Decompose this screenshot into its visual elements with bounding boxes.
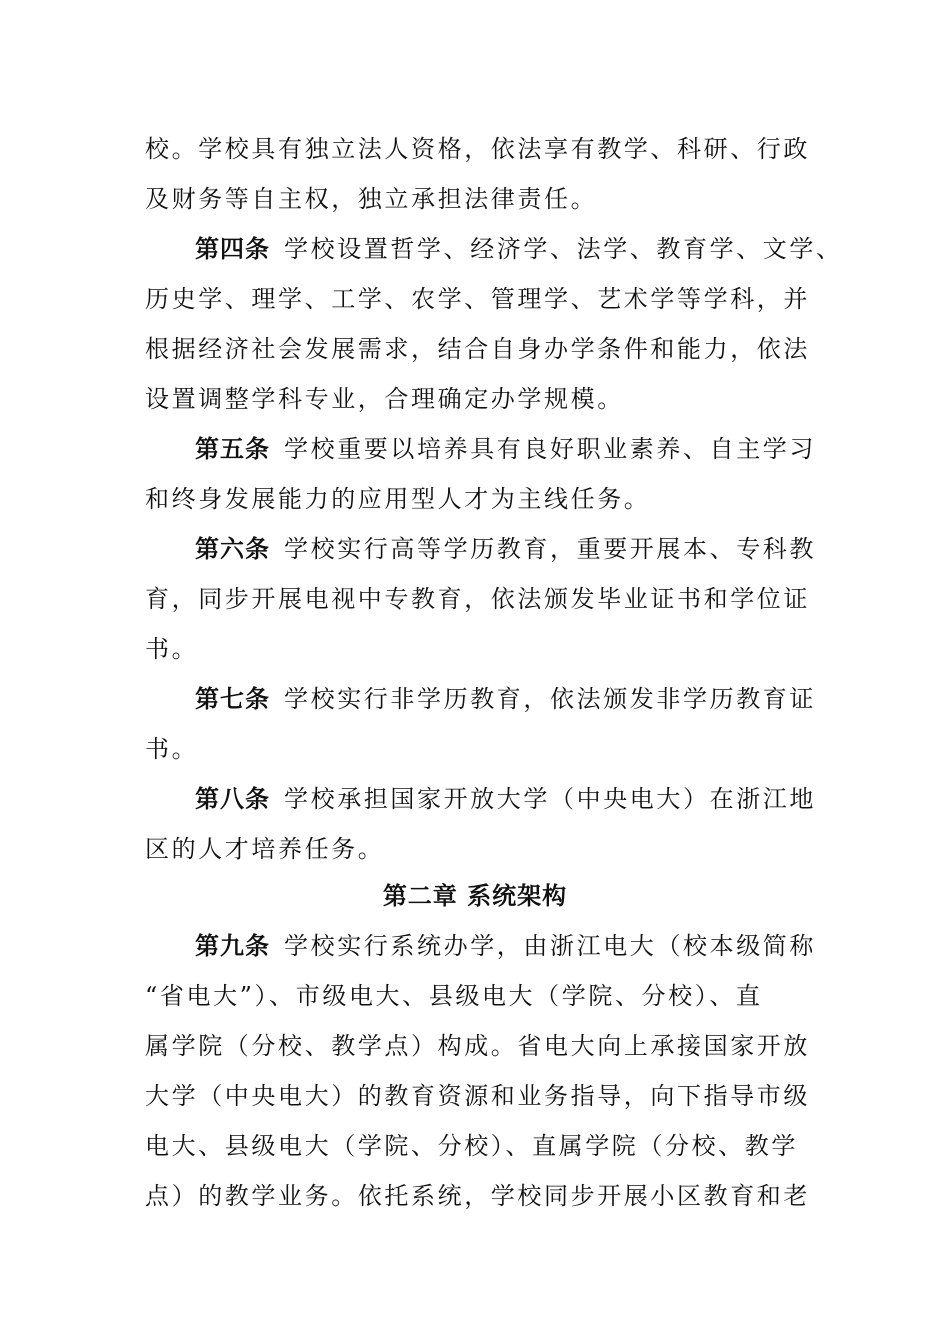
paragraph-text: 学校实行高等学历教育，重要开展本、专科教	[284, 535, 816, 563]
paragraph-line: 电大、县级电大（学院、分校）、直属学院（分校、教学	[145, 1132, 798, 1160]
paragraph-line: 书。	[145, 635, 199, 663]
paragraph-text: 学校实行系统办学，由浙江电大（校本级简称	[284, 932, 816, 960]
article-5	[195, 429, 875, 469]
article-label: 第八条	[195, 785, 270, 813]
paragraph-line: 历史学、理学、工学、农学、管理学、艺术学等学科，并	[145, 285, 810, 313]
paragraph-line: 育，同步开展电视中专教育，依法颁发毕业证书和学位证	[145, 585, 810, 613]
paragraph-line: 和终身发展能力的应用型人才为主线任务。	[145, 485, 651, 513]
paragraph-line: 校。学校具有独立法人资格，依法享有教学、科研、行政	[145, 135, 810, 163]
paragraph-line: 属学院（分校、教学点）构成。省电大向上承接国家开放	[145, 1032, 810, 1060]
article-label: 第七条	[195, 685, 270, 713]
paragraph-line: 及财务等自主权，独立承担法律责任。	[145, 185, 598, 213]
article-8	[195, 779, 875, 819]
paragraph-text: 学校重要以培养具有良好职业素养、自主学习	[284, 435, 816, 463]
paragraph-line: 书。	[145, 735, 199, 763]
article-7	[195, 679, 875, 719]
paragraph-text: 学校实行非学历教育，依法颁发非学历教育证	[284, 685, 816, 713]
article-label: 第六条	[195, 535, 270, 563]
chapter-heading: 第二章 系统架构	[382, 882, 568, 910]
paragraph-line: “省电大”）、市级电大、县级电大（学院、分校）、直	[145, 982, 763, 1010]
paragraph-line: 点）的教学业务。依托系统，学校同步开展小区教育和老	[145, 1182, 810, 1210]
paragraph-line: 区的人才培养任务。	[145, 835, 385, 863]
article-4	[195, 229, 875, 269]
article-6	[195, 529, 875, 569]
paragraph-text: 学校承担国家开放大学（中央电大）在浙江地	[284, 785, 816, 813]
paragraph-text: 学校设置哲学、经济学、法学、教育学、文学、	[284, 235, 843, 263]
paragraph-line: 设置调整学科专业，合理确定办学规模。	[145, 385, 624, 413]
paragraph-line: 大学（中央电大）的教育资源和业务指导，向下指导市级	[145, 1082, 810, 1110]
article-label: 第四条	[195, 235, 270, 263]
article-label: 第九条	[195, 932, 270, 960]
article-label: 第五条	[195, 435, 270, 463]
paragraph-line: 根据经济社会发展需求，结合自身办学条件和能力，依法	[145, 335, 810, 363]
article-9	[195, 926, 875, 966]
